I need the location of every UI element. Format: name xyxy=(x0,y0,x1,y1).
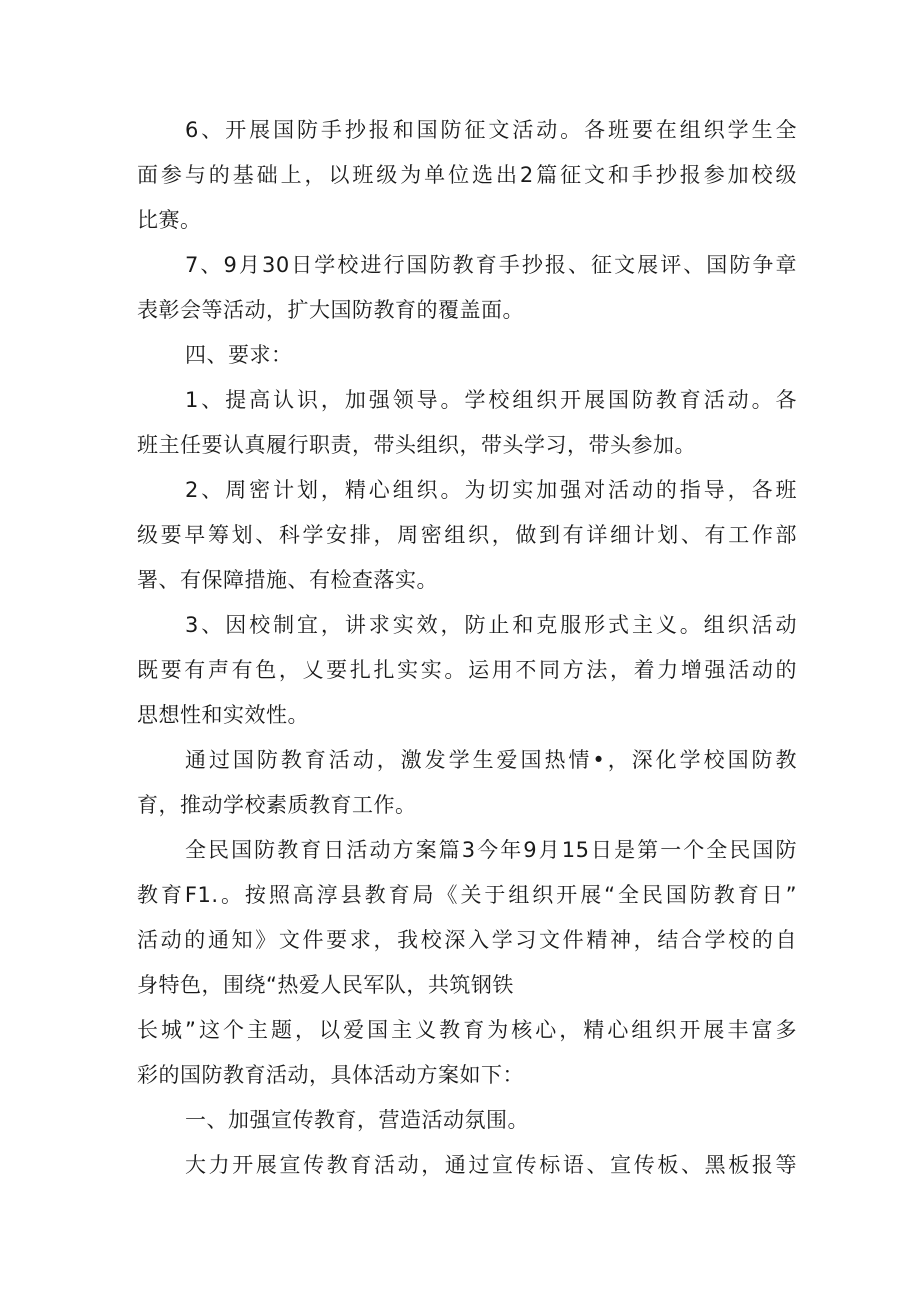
text-line: 表彰会等活动，扩大国防教育的覆盖面。 xyxy=(137,298,524,322)
text-line: 2、周密计划，精心组织。为切实加强对活动的指导，各班 xyxy=(185,478,797,502)
document-body xyxy=(137,108,797,1188)
text-line: 思想性和实效性。 xyxy=(137,703,309,727)
section-heading: 四、要求： xyxy=(185,343,293,367)
text-line: 全民国防教育日活动方案篇3今年9月15日是第一个全民国防 xyxy=(185,838,797,862)
text-line: 彩的国防教育活动，具体活动方案如下： xyxy=(137,1063,524,1087)
text-line: 署、有保障措施、有检查落实。 xyxy=(137,568,438,592)
section-heading: 一、加强宣传教育，营造活动氛围。 xyxy=(185,1108,529,1132)
text-line: 1、提高认识，加强领导。学校组织开展国防教育活动。各 xyxy=(185,388,797,412)
text-line: 通过国防教育活动，激发学生爱国热情•，深化学校国防教 xyxy=(185,748,797,772)
text-line: 既要有声有色，乂要扎扎实实。运用不同方法，着力增强活动的 xyxy=(137,658,797,682)
text-line: 7、9月30日学校进行国防教育手抄报、征文展评、国防争章 xyxy=(185,253,797,277)
text-line: 级要早筹划、科学安排，周密组织，做到有详细计划、有工作部 xyxy=(137,523,797,547)
text-line: 比赛。 xyxy=(137,208,202,232)
text-line: 育，推动学校素质教育工作。 xyxy=(137,793,417,817)
text-line: 班主任要认真履行职责，带头组织，带头学习，带头参加。 xyxy=(137,433,696,457)
text-line: 6、开展国防手抄报和国防征文活动。各班要在组织学生全 xyxy=(185,118,797,142)
text-line: 长城”这个主题，以爱国主义教育为核心，精心组织开展丰富多 xyxy=(137,1018,797,1042)
text-line: 教育F1.。按照高淳县教育局《关于组织开展“全民国防教育日” xyxy=(137,883,797,907)
text-line: 面参与的基础上，以班级为单位选出2篇征文和手抄报参加校级 xyxy=(137,163,797,187)
text-line: 3、因校制宜，讲求实效，防止和克服形式主义。组织活动 xyxy=(185,613,797,637)
text-line: 大力开展宣传教育活动，通过宣传标语、宣传板、黑板报等 xyxy=(185,1153,797,1177)
text-line: 身特色，围绕“热爱人民军队，共筑钢铁 xyxy=(137,973,514,997)
text-line: 活动的通知》文件要求，我校深入学习文件精神，结合学校的自 xyxy=(137,928,797,952)
